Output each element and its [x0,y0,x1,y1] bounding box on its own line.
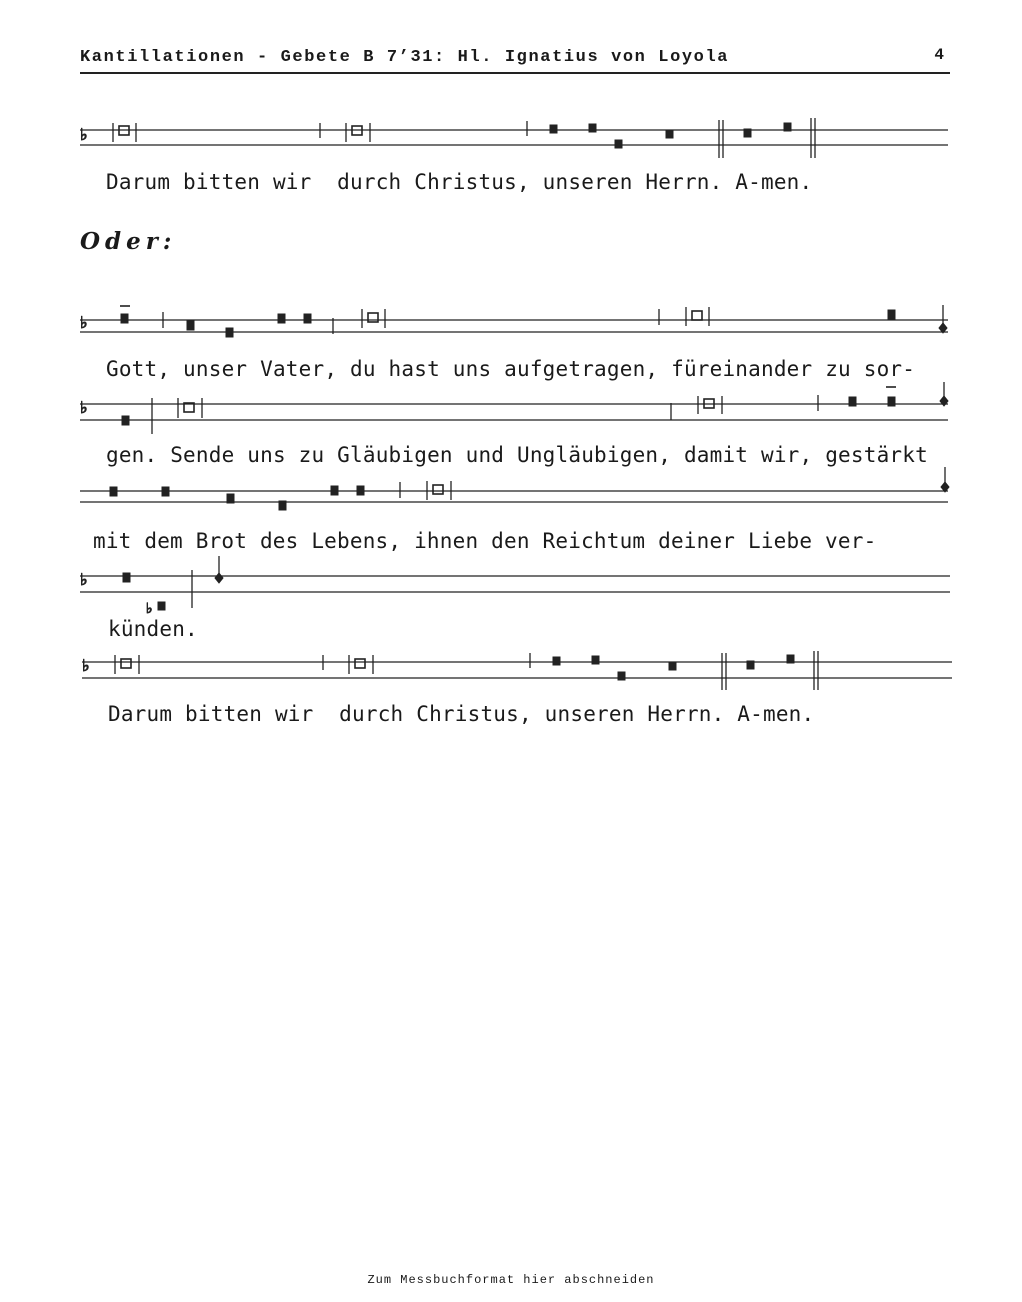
staff-line-4 [80,491,948,502]
staff-line-1 [80,130,948,145]
flat-sign: ♭ [146,601,153,617]
staff-line-2 [80,320,948,332]
lyric-line: Darum bitten wir durch Christus, unseren Herrn. A-men. [108,702,815,726]
alternative-label: Oder: [80,228,177,255]
flat-sign: ♭ [82,656,90,675]
flat-sign: ♭ [80,125,88,144]
staff-1-notes [80,118,815,158]
page-header [80,46,950,74]
staff-line-6 [82,662,952,678]
page-number: 4 [934,46,944,64]
staff-6-notes [82,651,818,690]
staff-line-3 [80,404,948,420]
staff-line-5 [80,576,950,592]
staff-5-notes [80,556,223,617]
flat-sign: ♭ [80,398,88,417]
flat-sign: ♭ [80,570,88,589]
staff-2-notes [80,305,947,337]
lyric-line: Darum bitten wir durch Christus, unseren Herrn. A-men. [106,170,813,194]
lyric-line: Gott, unser Vater, du hast uns aufgetragen, füreinander zu sor- [106,357,916,381]
cut-instruction: Zum Messbuchformat hier abschneiden [367,1273,655,1287]
page-title: Kantillationen - Gebete B 7’31: Hl. Ignatius von Loyola [80,48,730,67]
staff-4-notes [110,467,949,510]
staff-3-notes [80,382,948,434]
lyric-line: gen. Sende uns zu Gläubigen und Ungläubigen, damit wir, gestärkt [106,443,928,467]
lyric-line: mit dem Brot des Lebens, ihnen den Reichtum deiner Liebe ver- [93,529,877,553]
flat-sign: ♭ [80,313,88,332]
lyric-line: künden. [108,617,198,641]
